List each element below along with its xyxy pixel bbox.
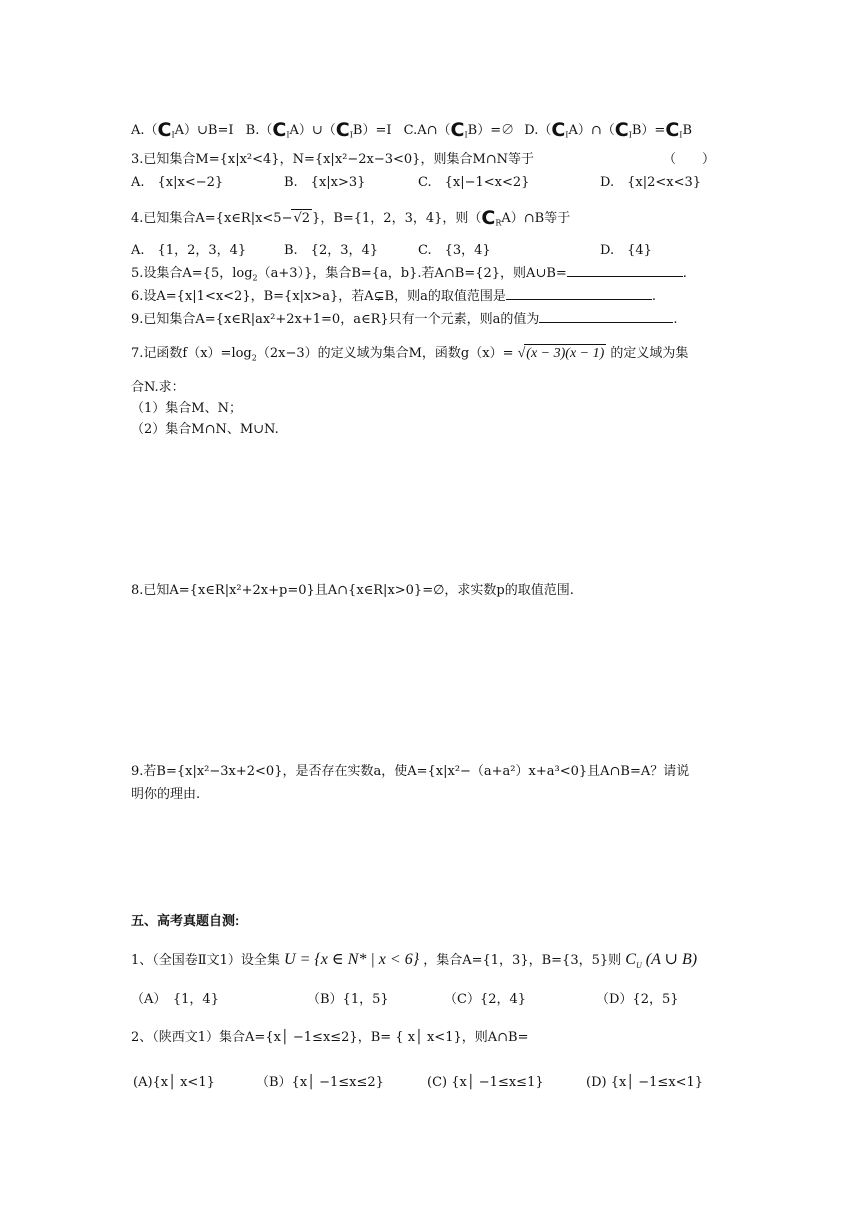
q3-option-b: B. {x|x>3} — [284, 175, 366, 190]
complement-formula: $C_U$ (A ∪ B) — [625, 951, 698, 971]
q4-option-a: A. {1，2，3，4} — [131, 243, 247, 258]
q6-stem: 6.设A={x|1<x<2}，B={x|x>a}，若A⊊B，则a的取值范围是 . — [131, 289, 656, 304]
sqrt-expression: √2 — [293, 211, 311, 226]
q9a-stem: 9.已知集合A={x∈R|ax²+2x+1=0，a∈R}只有一个元素，则a的值为 . — [131, 312, 678, 327]
complement-symbol: C — [551, 119, 566, 141]
g1-option-b: （B）{1，5} — [307, 992, 389, 1007]
q2-option-c: $C.A\cap(C_IB)=\emptyset$ — [403, 119, 515, 141]
q7-line2: 合N.求： — [131, 380, 185, 395]
g2-option-b: （B）{x│ −1≤x≤2} — [256, 1075, 384, 1090]
g2-stem: 2、（陕西文1）集合A={x│ −1≤x≤2}，B= { x│ x<1}，则A∩B= — [131, 1030, 529, 1045]
answer-blank[interactable] — [539, 310, 673, 323]
complement-symbol: C — [450, 119, 465, 141]
q4-stem: 4.已知集合A={x∈R|x<5−√2 }，B={1，2，3，4}，则$(C_RA)\cap B$等于 — [131, 207, 571, 229]
q2-option-d: $D.(C_IA)\cap(C_IB)=C_IB$ — [524, 119, 693, 141]
complement-symbol: C — [481, 207, 496, 229]
g1-option-a: （A） {1，4} — [131, 992, 219, 1007]
q3-option-a: A. {x|x<−2} — [131, 175, 224, 190]
set-formula: U = {x ∈ N* | x < 6} — [284, 951, 420, 968]
q3-option-c: C. {x|−1<x<2} — [418, 175, 530, 190]
q2-option-b: $B.(C_IA)\cup(C_IB)=I$ — [245, 119, 392, 141]
answer-paren: （ ） — [663, 152, 716, 167]
g2-option-a: (A){x│ x<1} — [133, 1075, 215, 1090]
g1-option-d: （D）{2，5} — [596, 992, 679, 1007]
complement-symbol: C — [157, 119, 172, 141]
g2-option-d: (D) {x│ −1≤x<1} — [586, 1075, 704, 1090]
q4-option-d: D. {4} — [600, 243, 652, 258]
q7-sub2: （2）集合M∩N、M∪N. — [131, 422, 279, 437]
g1-option-c: （C）{2，4} — [444, 992, 527, 1007]
q9b-line1: 9.若B={x|x²−3x+2<0}，是否存在实数a，使A={x|x²−（a+a²）x+a³<0}且A∩B=A？请说 — [131, 764, 690, 779]
q9b-line2: 明你的理由. — [131, 787, 201, 802]
section-title: 五、高考真题自测: — [131, 913, 240, 928]
q4-option-b: B. {2，3，4} — [284, 243, 379, 258]
answer-blank[interactable] — [567, 264, 683, 277]
answer-blank[interactable] — [506, 287, 652, 300]
q3-stem: 3.已知集合M={x|x²<4}，N={x|x²−2x−3<0}，则集合M∩N等于 （ ） — [131, 152, 716, 167]
q2-options-line — [131, 121, 692, 145]
q7-line1: 7.记函数$f(x)=\log_2(2x-3)$的定义域为集合M，函数g（x）= √(x − 3)(x − 1) 的定义域为集 — [131, 346, 689, 363]
g2-option-c: (C) {x│ −1≤x≤1} — [427, 1075, 544, 1090]
g1-stem: 1、（全国卷Ⅱ文1）设全集 U = {x ∈ N* | x < 6} ，集合A={1，3}，B={3，5}则 $C_U$ (A ∪ B) — [131, 951, 698, 971]
complement-symbol: C — [665, 119, 680, 141]
q5-stem: 5.设集合A={5，$\log_2(a+3)$}，集合B={a，b}.若A∩B={2}，则A∪B= . — [131, 266, 687, 283]
q8-stem: 8.已知A={x∈R|x²+2x+p=0}且A∩{x∈R|x>0}=∅，求实数p的取值范围. — [131, 583, 574, 598]
sqrt-expression: √(x − 3)(x − 1) — [517, 346, 605, 361]
complement-symbol: C — [272, 119, 287, 141]
q7-sub1: （1）集合M、N； — [131, 401, 242, 416]
complement-symbol: C — [614, 119, 629, 141]
q4-option-c: C. {3，4} — [418, 243, 491, 258]
q2-option-a: $A.(C_IA)\cup B=I$ — [131, 119, 234, 141]
q3-option-d: D. {x|2<x<3} — [600, 175, 702, 190]
complement-symbol: C — [335, 119, 350, 141]
